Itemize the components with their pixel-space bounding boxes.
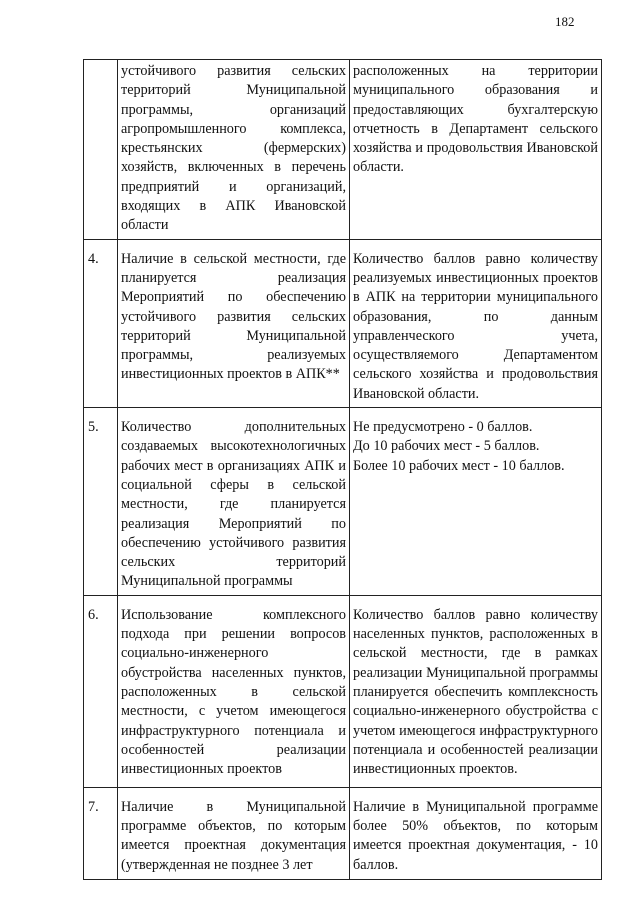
row-number: 7. [84,787,118,879]
criteria-table [83,59,602,880]
criterion-cell: устойчивого развития сельских территорий Муниципальной программы, организаций агропромышленного комплекса, крестьянских (фермерских) хозяйств, включенных в перечень предприятий и организаций, входящих в АПК Ивановской области [118,60,350,240]
table-row [84,595,602,787]
page-number: 182 [555,14,575,29]
row-number: 4. [84,239,118,407]
score-line: Не предусмотрено - 0 баллов. [353,419,533,436]
table-row [84,60,602,240]
score-cell: Количество баллов равно количеству реализуемых инвестиционных проектов в АПК на территории муниципального образования, по данным управленческого учета, осуществляемого Департаментом сельского хозяйства и продовольствия Ивановской области. [350,239,602,407]
criterion-cell: Наличие в Муниципальной программе объектов, по которым имеется проектная документация (утвержденная не позднее 3 лет [118,787,350,879]
score-line: Более 10 рабочих мест - 10 баллов. [353,457,565,474]
score-cell: расположенных на территории муниципального образования и предоставляющих бухгалтерскую отчетность в Департамент сельского хозяйства и продовольствия Ивановской области. [350,60,602,240]
table-row [84,408,602,596]
criterion-cell: Использование комплексного подхода при решении вопросов социально-инженерного обустройства населенных пунктов, расположенных в сельской местности, с учетом имеющегося инфраструктурного потенциала и особенностей реализации инвестиционных проектов [118,595,350,787]
score-cell [350,408,602,596]
row-number: 6. [84,595,118,787]
score-line: До 10 рабочих мест - 5 баллов. [353,438,540,455]
criterion-cell: Наличие в сельской местности, где планируется реализация Мероприятий по обеспечению устойчивого развития сельских территорий Муниципальной программы, реализуемых инвестиционных проектов в АПК** [118,239,350,407]
row-number: 5. [84,408,118,596]
row-number [84,60,118,240]
score-cell: Наличие в Муниципальной программе более 50% объектов, по которым имеется проектная документация, - 10 баллов. [350,787,602,879]
table-row [84,239,602,407]
table-row [84,787,602,879]
score-cell: Количество баллов равно количеству населенных пунктов, расположенных в сельской местности, где в рамках реализации Муниципальной программы планируется обеспечить комплексность социально-инженерного обустройства с учетом имеющегося инфраструктурного потенциала и особенностей реализации инвестиционных проектов. [350,595,602,787]
criterion-cell: Количество дополнительных создаваемых высокотехнологичных рабочих мест в организациях АПК и социальной сферы в сельской местности, где планируется реализация Мероприятий по обеспечению устойчивого развития сельских территорий Муниципальной программы [118,408,350,596]
